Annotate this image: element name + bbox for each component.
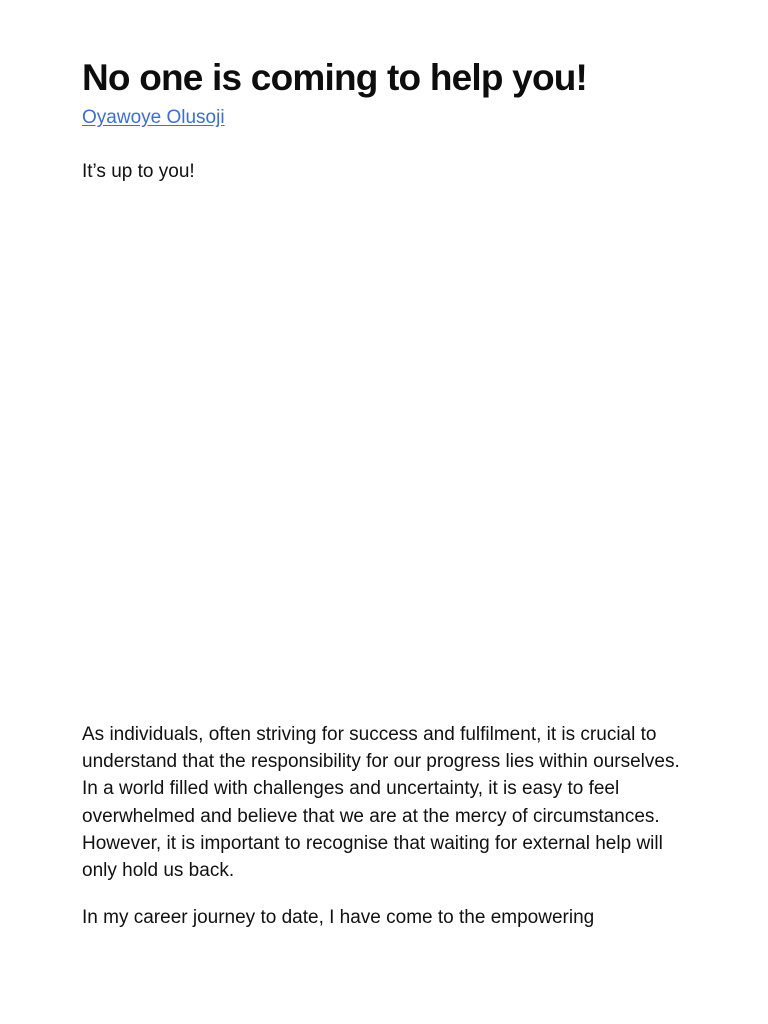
article-paragraph: In my career journey to date, I have come to the empowering [82,907,595,928]
author-link[interactable]: Oyawoye Olusoji [82,107,225,128]
article-image [82,200,682,700]
article-title: No one is coming to help you! [82,57,588,98]
article-paragraph: As individuals, often striving for success and fulfilment, it is crucial to understand that the responsibility for our progress lies within ourselves. In a world filled with challenges and uncertainty, it is easy to feel overwhelmed and believe that we are at the mercy of circumstances. However, it is important to recognise that waiting for external help will only hold us back. [82,724,680,882]
article-subtitle: It’s up to you! [82,161,195,182]
